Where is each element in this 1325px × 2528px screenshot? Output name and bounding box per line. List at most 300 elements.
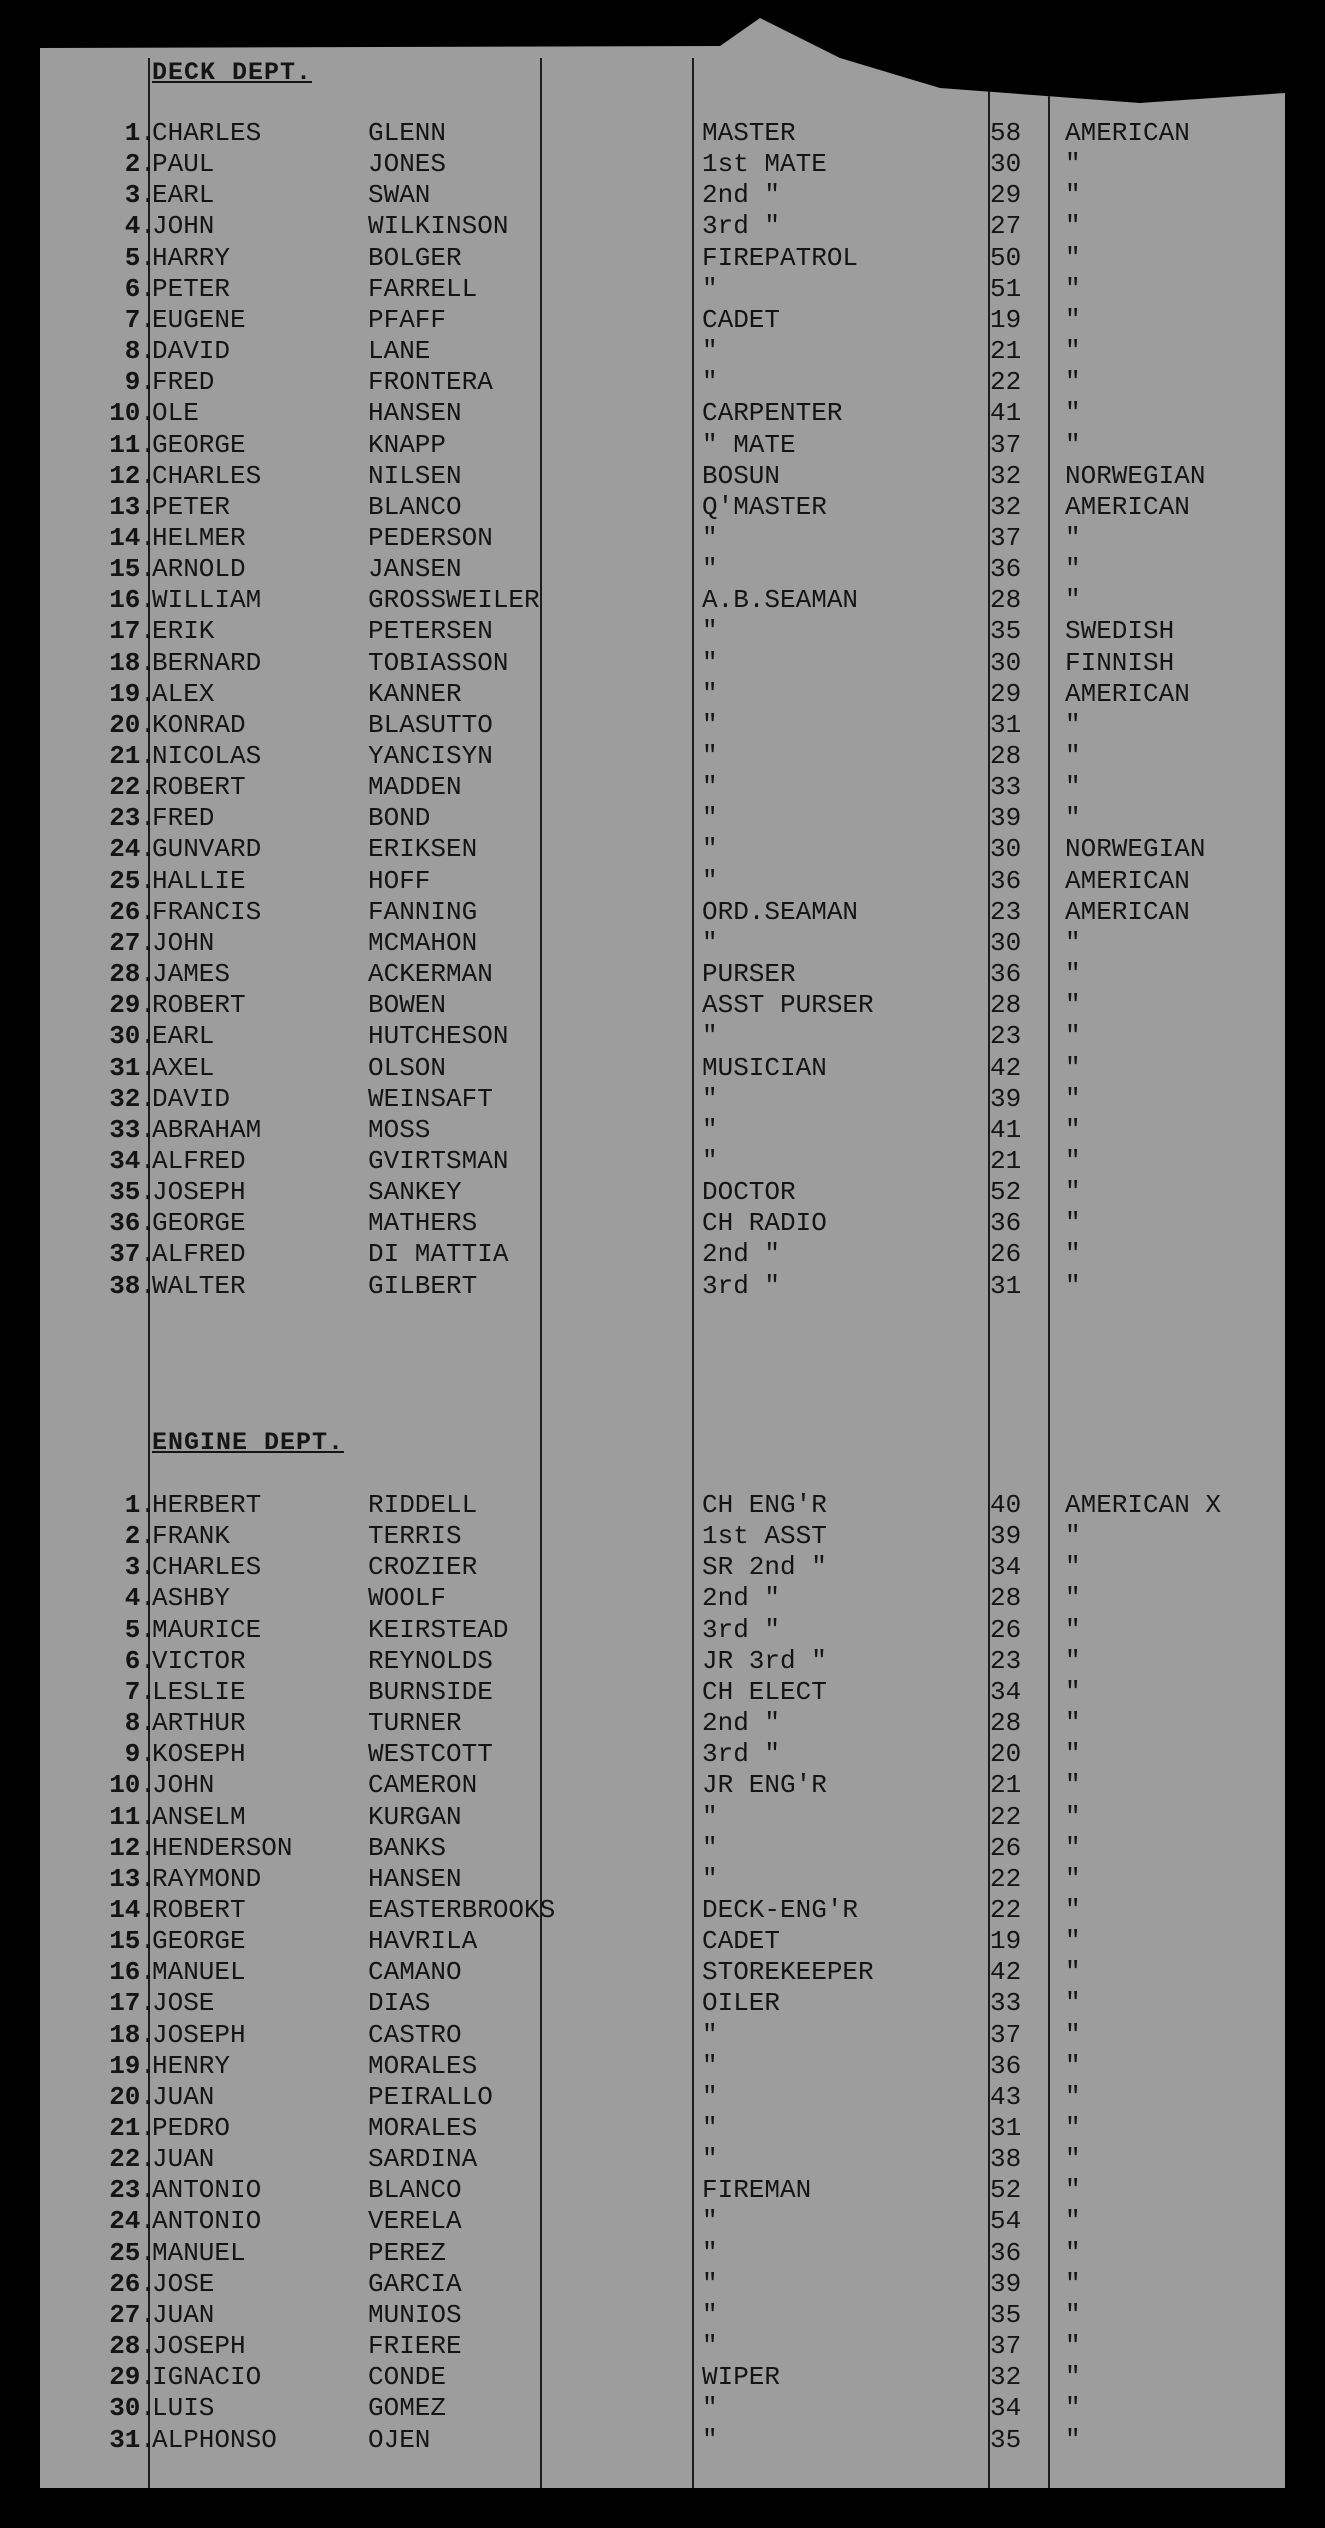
row-number: 18. bbox=[109, 647, 156, 678]
row-number: 27. bbox=[109, 927, 156, 958]
rank: " bbox=[702, 1145, 718, 1176]
rank: 3rd " bbox=[702, 211, 781, 242]
nationality: " bbox=[1065, 1114, 1081, 1145]
rank: " bbox=[702, 273, 718, 304]
nationality: " bbox=[1065, 1739, 1081, 1770]
nationality: AMERICAN bbox=[1065, 118, 1190, 148]
first-name: LUIS bbox=[152, 2393, 215, 2424]
rank: FIREPATROL bbox=[702, 242, 859, 273]
nationality: " bbox=[1065, 1708, 1081, 1739]
row-number: 21. bbox=[109, 741, 156, 771]
nationality: SWEDISH bbox=[1065, 616, 1175, 647]
age: 20 bbox=[990, 1739, 1022, 1770]
crew-row bbox=[0, 1208, 1325, 1239]
age: 52 bbox=[990, 2175, 1022, 2206]
row-number: 34. bbox=[109, 1145, 156, 1176]
age: 41 bbox=[990, 398, 1022, 429]
row-number: 4. bbox=[124, 1583, 156, 1614]
rank: " bbox=[702, 616, 718, 647]
nationality: " bbox=[1065, 741, 1081, 771]
age: 54 bbox=[990, 2206, 1022, 2237]
last-name: MADDEN bbox=[368, 772, 462, 803]
first-name: HENDERSON bbox=[152, 1832, 293, 1863]
nationality: " bbox=[1065, 1208, 1081, 1239]
crew-row bbox=[0, 1864, 1325, 1895]
rank: " bbox=[702, 2237, 718, 2268]
nationality: " bbox=[1065, 1832, 1081, 1863]
crew-row bbox=[0, 2300, 1325, 2331]
rank: OILER bbox=[702, 1988, 781, 2019]
last-name: VERELA bbox=[368, 2206, 462, 2237]
nationality: " bbox=[1065, 2299, 1081, 2330]
crew-row bbox=[0, 897, 1325, 928]
crew-row bbox=[0, 928, 1325, 959]
crew-row bbox=[0, 1239, 1325, 1270]
first-name: ANSELM bbox=[152, 1801, 246, 1832]
first-name: EARL bbox=[152, 1021, 215, 1052]
nationality: " bbox=[1065, 1083, 1081, 1114]
first-name: ROBERT bbox=[152, 990, 246, 1021]
age: 52 bbox=[990, 1177, 1022, 1208]
age: 28 bbox=[990, 585, 1022, 616]
nationality: " bbox=[1065, 1552, 1081, 1583]
age: 28 bbox=[990, 741, 1022, 771]
nationality: NORWEGIAN bbox=[1065, 460, 1206, 491]
first-name: ERIK bbox=[152, 616, 215, 647]
first-name: PEDRO bbox=[152, 2113, 231, 2143]
age: 22 bbox=[990, 1801, 1022, 1832]
last-name: HANSEN bbox=[368, 398, 462, 429]
rank: PURSER bbox=[702, 959, 796, 990]
row-number: 5. bbox=[124, 242, 156, 273]
nationality: " bbox=[1065, 522, 1081, 553]
first-name: FRANK bbox=[152, 1521, 231, 1552]
row-number: 22. bbox=[109, 772, 156, 803]
row-number: 25. bbox=[109, 865, 156, 896]
first-name: WILLIAM bbox=[152, 585, 262, 616]
row-number: 16. bbox=[109, 585, 156, 616]
last-name: MORALES bbox=[368, 2113, 478, 2143]
age: 39 bbox=[990, 2268, 1022, 2299]
rank: FIREMAN bbox=[702, 2175, 812, 2206]
last-name: SARDINA bbox=[368, 2144, 478, 2175]
first-name: ALFRED bbox=[152, 1145, 246, 1176]
row-number: 11. bbox=[109, 1801, 156, 1832]
first-name: ALPHONSO bbox=[152, 2424, 277, 2455]
age: 34 bbox=[990, 2393, 1022, 2424]
age: 30 bbox=[990, 647, 1022, 678]
row-number: 8. bbox=[124, 336, 156, 367]
age: 39 bbox=[990, 803, 1022, 834]
nationality: " bbox=[1065, 1770, 1081, 1801]
nationality: " bbox=[1065, 1614, 1081, 1645]
nationality: FINNISH bbox=[1065, 647, 1175, 678]
first-name: ANTONIO bbox=[152, 2175, 262, 2206]
crew-row bbox=[0, 523, 1325, 554]
nationality: " bbox=[1065, 1894, 1081, 1925]
section-title: ENGINE DEPT. bbox=[152, 1428, 345, 1457]
age: 31 bbox=[990, 2113, 1022, 2143]
row-number: 10. bbox=[109, 398, 156, 429]
first-name: ROBERT bbox=[152, 1894, 246, 1925]
age: 38 bbox=[990, 2144, 1022, 2175]
last-name: BLANCO bbox=[368, 491, 462, 522]
first-name: GEORGE bbox=[152, 429, 246, 460]
first-name: HARRY bbox=[152, 242, 231, 273]
last-name: GVIRTSMAN bbox=[368, 1145, 509, 1176]
nationality: " bbox=[1065, 2331, 1081, 2362]
crew-row bbox=[0, 367, 1325, 398]
crew-row bbox=[0, 180, 1325, 211]
age: 43 bbox=[990, 2081, 1022, 2112]
nationality: " bbox=[1065, 2081, 1081, 2112]
nationality: " bbox=[1065, 1052, 1081, 1083]
rank: Q'MASTER bbox=[702, 491, 827, 522]
age: 37 bbox=[990, 429, 1022, 460]
first-name: HENRY bbox=[152, 2050, 231, 2081]
crew-row bbox=[0, 679, 1325, 710]
row-number: 11. bbox=[109, 429, 156, 460]
rank: " bbox=[702, 647, 718, 678]
row-number: 2. bbox=[124, 1521, 156, 1552]
age: 19 bbox=[990, 1926, 1022, 1957]
last-name: BLASUTTO bbox=[368, 709, 493, 740]
crew-row bbox=[0, 1957, 1325, 1988]
nationality: " bbox=[1065, 990, 1081, 1021]
row-number: 26. bbox=[109, 896, 156, 927]
row-number: 36. bbox=[109, 1208, 156, 1239]
first-name: ALFRED bbox=[152, 1239, 246, 1270]
age: 21 bbox=[990, 336, 1022, 367]
nationality: " bbox=[1065, 1863, 1081, 1894]
row-number: 19. bbox=[109, 678, 156, 709]
last-name: PETERSEN bbox=[368, 616, 493, 647]
rank: 2nd " bbox=[702, 1239, 781, 1270]
first-name: ROBERT bbox=[152, 772, 246, 803]
age: 31 bbox=[990, 1270, 1022, 1301]
nationality: " bbox=[1065, 554, 1081, 585]
rank: 2nd " bbox=[702, 1708, 781, 1739]
row-number: 5. bbox=[124, 1614, 156, 1645]
rank: JR 3rd " bbox=[702, 1645, 827, 1676]
nationality: " bbox=[1065, 2050, 1081, 2081]
row-number: 15. bbox=[109, 554, 156, 585]
first-name: ABRAHAM bbox=[152, 1114, 262, 1145]
nationality: AMERICAN bbox=[1065, 678, 1190, 709]
first-name: EUGENE bbox=[152, 304, 246, 335]
row-number: 8. bbox=[124, 1708, 156, 1739]
rank: MUSICIAN bbox=[702, 1052, 827, 1083]
first-name: GEORGE bbox=[152, 1926, 246, 1957]
section-title: DECK DEPT. bbox=[152, 58, 313, 87]
age: 23 bbox=[990, 1645, 1022, 1676]
last-name: BOLGER bbox=[368, 242, 462, 273]
crew-row bbox=[0, 211, 1325, 242]
last-name: MORALES bbox=[368, 2050, 478, 2081]
age: 42 bbox=[990, 1052, 1022, 1083]
nationality: " bbox=[1065, 1988, 1081, 2019]
last-name: CROZIER bbox=[368, 1552, 478, 1583]
rank: " MATE bbox=[702, 429, 796, 460]
rank: " bbox=[702, 336, 718, 367]
first-name: VICTOR bbox=[152, 1645, 246, 1676]
rank: ORD.SEAMAN bbox=[702, 896, 859, 927]
first-name: JOSE bbox=[152, 2268, 215, 2299]
first-name: JOSEPH bbox=[152, 2019, 246, 2050]
row-number: 30. bbox=[109, 2393, 156, 2424]
row-number: 3. bbox=[124, 1552, 156, 1583]
age: 26 bbox=[990, 1832, 1022, 1863]
nationality: " bbox=[1065, 1270, 1081, 1301]
nationality: " bbox=[1065, 585, 1081, 616]
last-name: GROSSWEILER bbox=[368, 585, 540, 616]
last-name: CONDE bbox=[368, 2362, 447, 2393]
row-number: 21. bbox=[109, 2113, 156, 2143]
first-name: CHARLES bbox=[152, 460, 262, 491]
age: 37 bbox=[990, 2019, 1022, 2050]
last-name: OJEN bbox=[368, 2424, 431, 2455]
age: 29 bbox=[990, 180, 1022, 211]
row-number: 29. bbox=[109, 2362, 156, 2393]
rank: " bbox=[702, 554, 718, 585]
first-name: DAVID bbox=[152, 1083, 231, 1114]
age: 32 bbox=[990, 491, 1022, 522]
rank: " bbox=[702, 741, 718, 771]
age: 21 bbox=[990, 1770, 1022, 1801]
first-name: JOSE bbox=[152, 1988, 215, 2019]
last-name: PEDERSON bbox=[368, 522, 493, 553]
last-name: OLSON bbox=[368, 1052, 447, 1083]
crew-row bbox=[0, 1521, 1325, 1552]
rank: A.B.SEAMAN bbox=[702, 585, 859, 616]
first-name: LESLIE bbox=[152, 1676, 246, 1707]
row-number: 9. bbox=[124, 1739, 156, 1770]
rank: " bbox=[702, 2299, 718, 2330]
crew-row bbox=[0, 1615, 1325, 1646]
age: 32 bbox=[990, 2362, 1022, 2393]
nationality: " bbox=[1065, 1957, 1081, 1988]
last-name: FRIERE bbox=[368, 2331, 462, 2362]
last-name: CASTRO bbox=[368, 2019, 462, 2050]
first-name: FRED bbox=[152, 803, 215, 834]
rank: " bbox=[702, 1832, 718, 1863]
crew-row bbox=[0, 1490, 1325, 1521]
rank: 1st MATE bbox=[702, 149, 827, 180]
age: 33 bbox=[990, 1988, 1022, 2019]
age: 40 bbox=[990, 1490, 1022, 1520]
last-name: WILKINSON bbox=[368, 211, 509, 242]
crew-row bbox=[0, 2175, 1325, 2206]
crew-row bbox=[0, 336, 1325, 367]
rank: CADET bbox=[702, 1926, 781, 1957]
last-name: HUTCHESON bbox=[368, 1021, 509, 1052]
nationality: " bbox=[1065, 1177, 1081, 1208]
age: 26 bbox=[990, 1239, 1022, 1270]
first-name: JOHN bbox=[152, 927, 215, 958]
row-number: 15. bbox=[109, 1926, 156, 1957]
first-name: MANUEL bbox=[152, 2237, 246, 2268]
crew-row bbox=[0, 2393, 1325, 2424]
age: 36 bbox=[990, 1208, 1022, 1239]
first-name: CHARLES bbox=[152, 118, 262, 148]
rank: " bbox=[702, 803, 718, 834]
nationality: AMERICAN bbox=[1065, 865, 1190, 896]
first-name: HELMER bbox=[152, 522, 246, 553]
last-name: HANSEN bbox=[368, 1863, 462, 1894]
rank: MASTER bbox=[702, 118, 796, 148]
row-number: 31. bbox=[109, 1052, 156, 1083]
crew-row bbox=[0, 2082, 1325, 2113]
rank: JR ENG'R bbox=[702, 1770, 827, 1801]
first-name: PAUL bbox=[152, 149, 215, 180]
nationality: " bbox=[1065, 1521, 1081, 1552]
nationality: " bbox=[1065, 273, 1081, 304]
row-number: 17. bbox=[109, 1988, 156, 2019]
crew-row bbox=[0, 1271, 1325, 1302]
nationality: " bbox=[1065, 959, 1081, 990]
age: 23 bbox=[990, 896, 1022, 927]
nationality: " bbox=[1065, 2144, 1081, 2175]
last-name: JONES bbox=[368, 149, 447, 180]
row-number: 1. bbox=[124, 118, 156, 148]
row-number: 2. bbox=[124, 149, 156, 180]
crew-row bbox=[0, 1833, 1325, 1864]
first-name: JUAN bbox=[152, 2081, 215, 2112]
nationality: " bbox=[1065, 1583, 1081, 1614]
age: 36 bbox=[990, 2237, 1022, 2268]
last-name: KNAPP bbox=[368, 429, 447, 460]
row-number: 25. bbox=[109, 2237, 156, 2268]
last-name: MATHERS bbox=[368, 1208, 478, 1239]
age: 29 bbox=[990, 678, 1022, 709]
age: 58 bbox=[990, 118, 1022, 148]
last-name: KURGAN bbox=[368, 1801, 462, 1832]
rank: DECK-ENG'R bbox=[702, 1894, 859, 1925]
row-number: 37. bbox=[109, 1239, 156, 1270]
rank: " bbox=[702, 834, 718, 865]
crew-row bbox=[0, 492, 1325, 523]
first-name: CHARLES bbox=[152, 1552, 262, 1583]
crew-row bbox=[0, 1177, 1325, 1208]
first-name: JOSEPH bbox=[152, 1177, 246, 1208]
rank: " bbox=[702, 2206, 718, 2237]
nationality: " bbox=[1065, 336, 1081, 367]
nationality: " bbox=[1065, 242, 1081, 273]
first-name: JUAN bbox=[152, 2144, 215, 2175]
last-name: MOSS bbox=[368, 1114, 431, 1145]
last-name: WOOLF bbox=[368, 1583, 447, 1614]
nationality: AMERICAN X bbox=[1065, 1490, 1222, 1520]
rank: 3rd " bbox=[702, 1614, 781, 1645]
crew-row bbox=[0, 2206, 1325, 2237]
nationality: " bbox=[1065, 709, 1081, 740]
last-name: NILSEN bbox=[368, 460, 462, 491]
nationality: " bbox=[1065, 2237, 1081, 2268]
nationality: AMERICAN bbox=[1065, 491, 1190, 522]
row-number: 7. bbox=[124, 304, 156, 335]
nationality: " bbox=[1065, 2268, 1081, 2299]
rank: " bbox=[702, 2019, 718, 2050]
age: 21 bbox=[990, 1145, 1022, 1176]
age: 19 bbox=[990, 304, 1022, 335]
age: 32 bbox=[990, 460, 1022, 491]
row-number: 16. bbox=[109, 1957, 156, 1988]
row-number: 14. bbox=[109, 1894, 156, 1925]
nationality: " bbox=[1065, 180, 1081, 211]
row-number: 23. bbox=[109, 803, 156, 834]
age: 22 bbox=[990, 367, 1022, 398]
rank: STOREKEEPER bbox=[702, 1957, 874, 1988]
age: 36 bbox=[990, 865, 1022, 896]
crew-row bbox=[0, 461, 1325, 492]
first-name: KOSEPH bbox=[152, 1739, 246, 1770]
crew-row bbox=[0, 866, 1325, 897]
age: 30 bbox=[990, 149, 1022, 180]
first-name: WALTER bbox=[152, 1270, 246, 1301]
first-name: PETER bbox=[152, 273, 231, 304]
crew-row bbox=[0, 1552, 1325, 1583]
crew-row bbox=[0, 2113, 1325, 2144]
age: 22 bbox=[990, 1894, 1022, 1925]
rank: " bbox=[702, 2144, 718, 2175]
crew-row bbox=[0, 1115, 1325, 1146]
last-name: BLANCO bbox=[368, 2175, 462, 2206]
row-number: 1. bbox=[124, 1490, 156, 1520]
rank: CH ELECT bbox=[702, 1676, 827, 1707]
last-name: BANKS bbox=[368, 1832, 447, 1863]
first-name: RAYMOND bbox=[152, 1863, 262, 1894]
nationality: " bbox=[1065, 304, 1081, 335]
last-name: SWAN bbox=[368, 180, 431, 211]
first-name: AXEL bbox=[152, 1052, 215, 1083]
rank: CH RADIO bbox=[702, 1208, 827, 1239]
rank: 1st ASST bbox=[702, 1521, 827, 1552]
crew-row bbox=[0, 2144, 1325, 2175]
age: 23 bbox=[990, 1021, 1022, 1052]
last-name: BURNSIDE bbox=[368, 1676, 493, 1707]
age: 42 bbox=[990, 1957, 1022, 1988]
row-number: 4. bbox=[124, 211, 156, 242]
rank: " bbox=[702, 2424, 718, 2455]
first-name: MAURICE bbox=[152, 1614, 262, 1645]
crew-row bbox=[0, 710, 1325, 741]
nationality: " bbox=[1065, 1145, 1081, 1176]
first-name: BERNARD bbox=[152, 647, 262, 678]
last-name: TOBIASSON bbox=[368, 647, 509, 678]
row-number: 18. bbox=[109, 2019, 156, 2050]
crew-row bbox=[0, 1988, 1325, 2019]
last-name: FANNING bbox=[368, 896, 478, 927]
last-name: HAVRILA bbox=[368, 1926, 478, 1957]
crew-row bbox=[0, 772, 1325, 803]
first-name: EARL bbox=[152, 180, 215, 211]
age: 33 bbox=[990, 772, 1022, 803]
nationality: " bbox=[1065, 398, 1081, 429]
last-name: GILBERT bbox=[368, 1270, 478, 1301]
last-name: ERIKSEN bbox=[368, 834, 478, 865]
row-number: 29. bbox=[109, 990, 156, 1021]
rank: " bbox=[702, 2331, 718, 2362]
rank: 2nd " bbox=[702, 1583, 781, 1614]
row-number: 3. bbox=[124, 180, 156, 211]
first-name: FRED bbox=[152, 367, 215, 398]
row-number: 19. bbox=[109, 2050, 156, 2081]
first-name: DAVID bbox=[152, 336, 231, 367]
row-number: 6. bbox=[124, 273, 156, 304]
rank: BOSUN bbox=[702, 460, 781, 491]
nationality: " bbox=[1065, 1676, 1081, 1707]
row-number: 22. bbox=[109, 2144, 156, 2175]
